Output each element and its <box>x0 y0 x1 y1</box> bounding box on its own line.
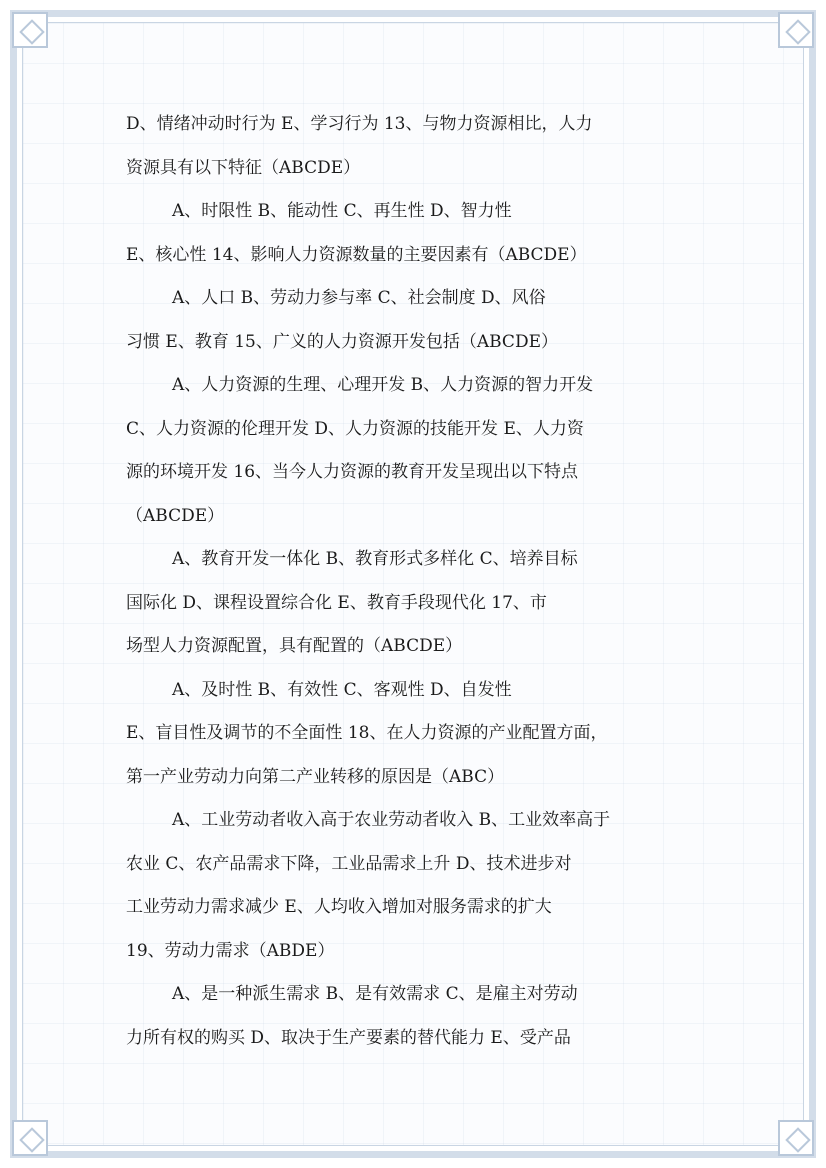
text-line: 力所有权的购买 D、取决于生产要素的替代能力 E、受产品 <box>126 1027 571 1048</box>
corner-ornament-icon <box>12 12 48 48</box>
text-line: A、教育开发一体化 B、教育形式多样化 C、培养目标 <box>172 549 578 569</box>
text-line: A、及时性 B、有效性 C、客观性 D、自发性 <box>172 679 512 700</box>
document-body <box>126 106 706 1063</box>
text-line: （ABCDE） <box>126 505 225 526</box>
corner-ornament-icon <box>778 1120 814 1156</box>
text-line: A、人力资源的生理、心理开发 B、人力资源的智力开发 <box>172 375 594 395</box>
text-line: 习惯 E、教育 15、广义的人力资源开发包括（ABCDE） <box>126 331 558 352</box>
text-line: A、工业劳动者收入高于农业劳动者收入 B、工业效率高于 <box>172 810 611 830</box>
text-line: 场型人力资源配置，具有配置的（ABCDE） <box>126 636 463 656</box>
text-line: 资源具有以下特征（ABCDE） <box>126 157 361 178</box>
text-line: A、是一种派生需求 B、是有效需求 C、是雇主对劳动 <box>172 984 578 1004</box>
text-line: 农业 C、农产品需求下降，工业品需求上升 D、技术进步对 <box>126 853 572 874</box>
text-line: E、核心性 14、影响人力资源数量的主要因素有（ABCDE） <box>126 244 587 265</box>
corner-ornament-icon <box>12 1120 48 1156</box>
text-line: 国际化 D、课程设置综合化 E、教育手段现代化 17、市 <box>126 592 547 613</box>
text-line: A、人口 B、劳动力参与率 C、社会制度 D、风俗 <box>172 288 546 308</box>
text-line: 工业劳动力需求减少 E、人均收入增加对服务需求的扩大 <box>126 897 552 917</box>
corner-ornament-icon <box>778 12 814 48</box>
text-line: 源的环境开发 16、当今人力资源的教育开发呈现出以下特点 <box>126 462 579 482</box>
text-line: D、情绪冲动时行为 E、学习行为 13、与物力资源相比，人力 <box>126 114 593 134</box>
text-line: 第一产业劳动力向第二产业转移的原因是（ABC） <box>126 766 505 787</box>
text-line: A、时限性 B、能动性 C、再生性 D、智力性 <box>172 201 512 221</box>
text-line: 19、劳动力需求（ABDE） <box>126 940 335 961</box>
text-line: C、人力资源的伦理开发 D、人力资源的技能开发 E、人力资 <box>126 418 584 439</box>
text-line: E、盲目性及调节的不全面性 18、在人力资源的产业配置方面， <box>126 723 608 743</box>
